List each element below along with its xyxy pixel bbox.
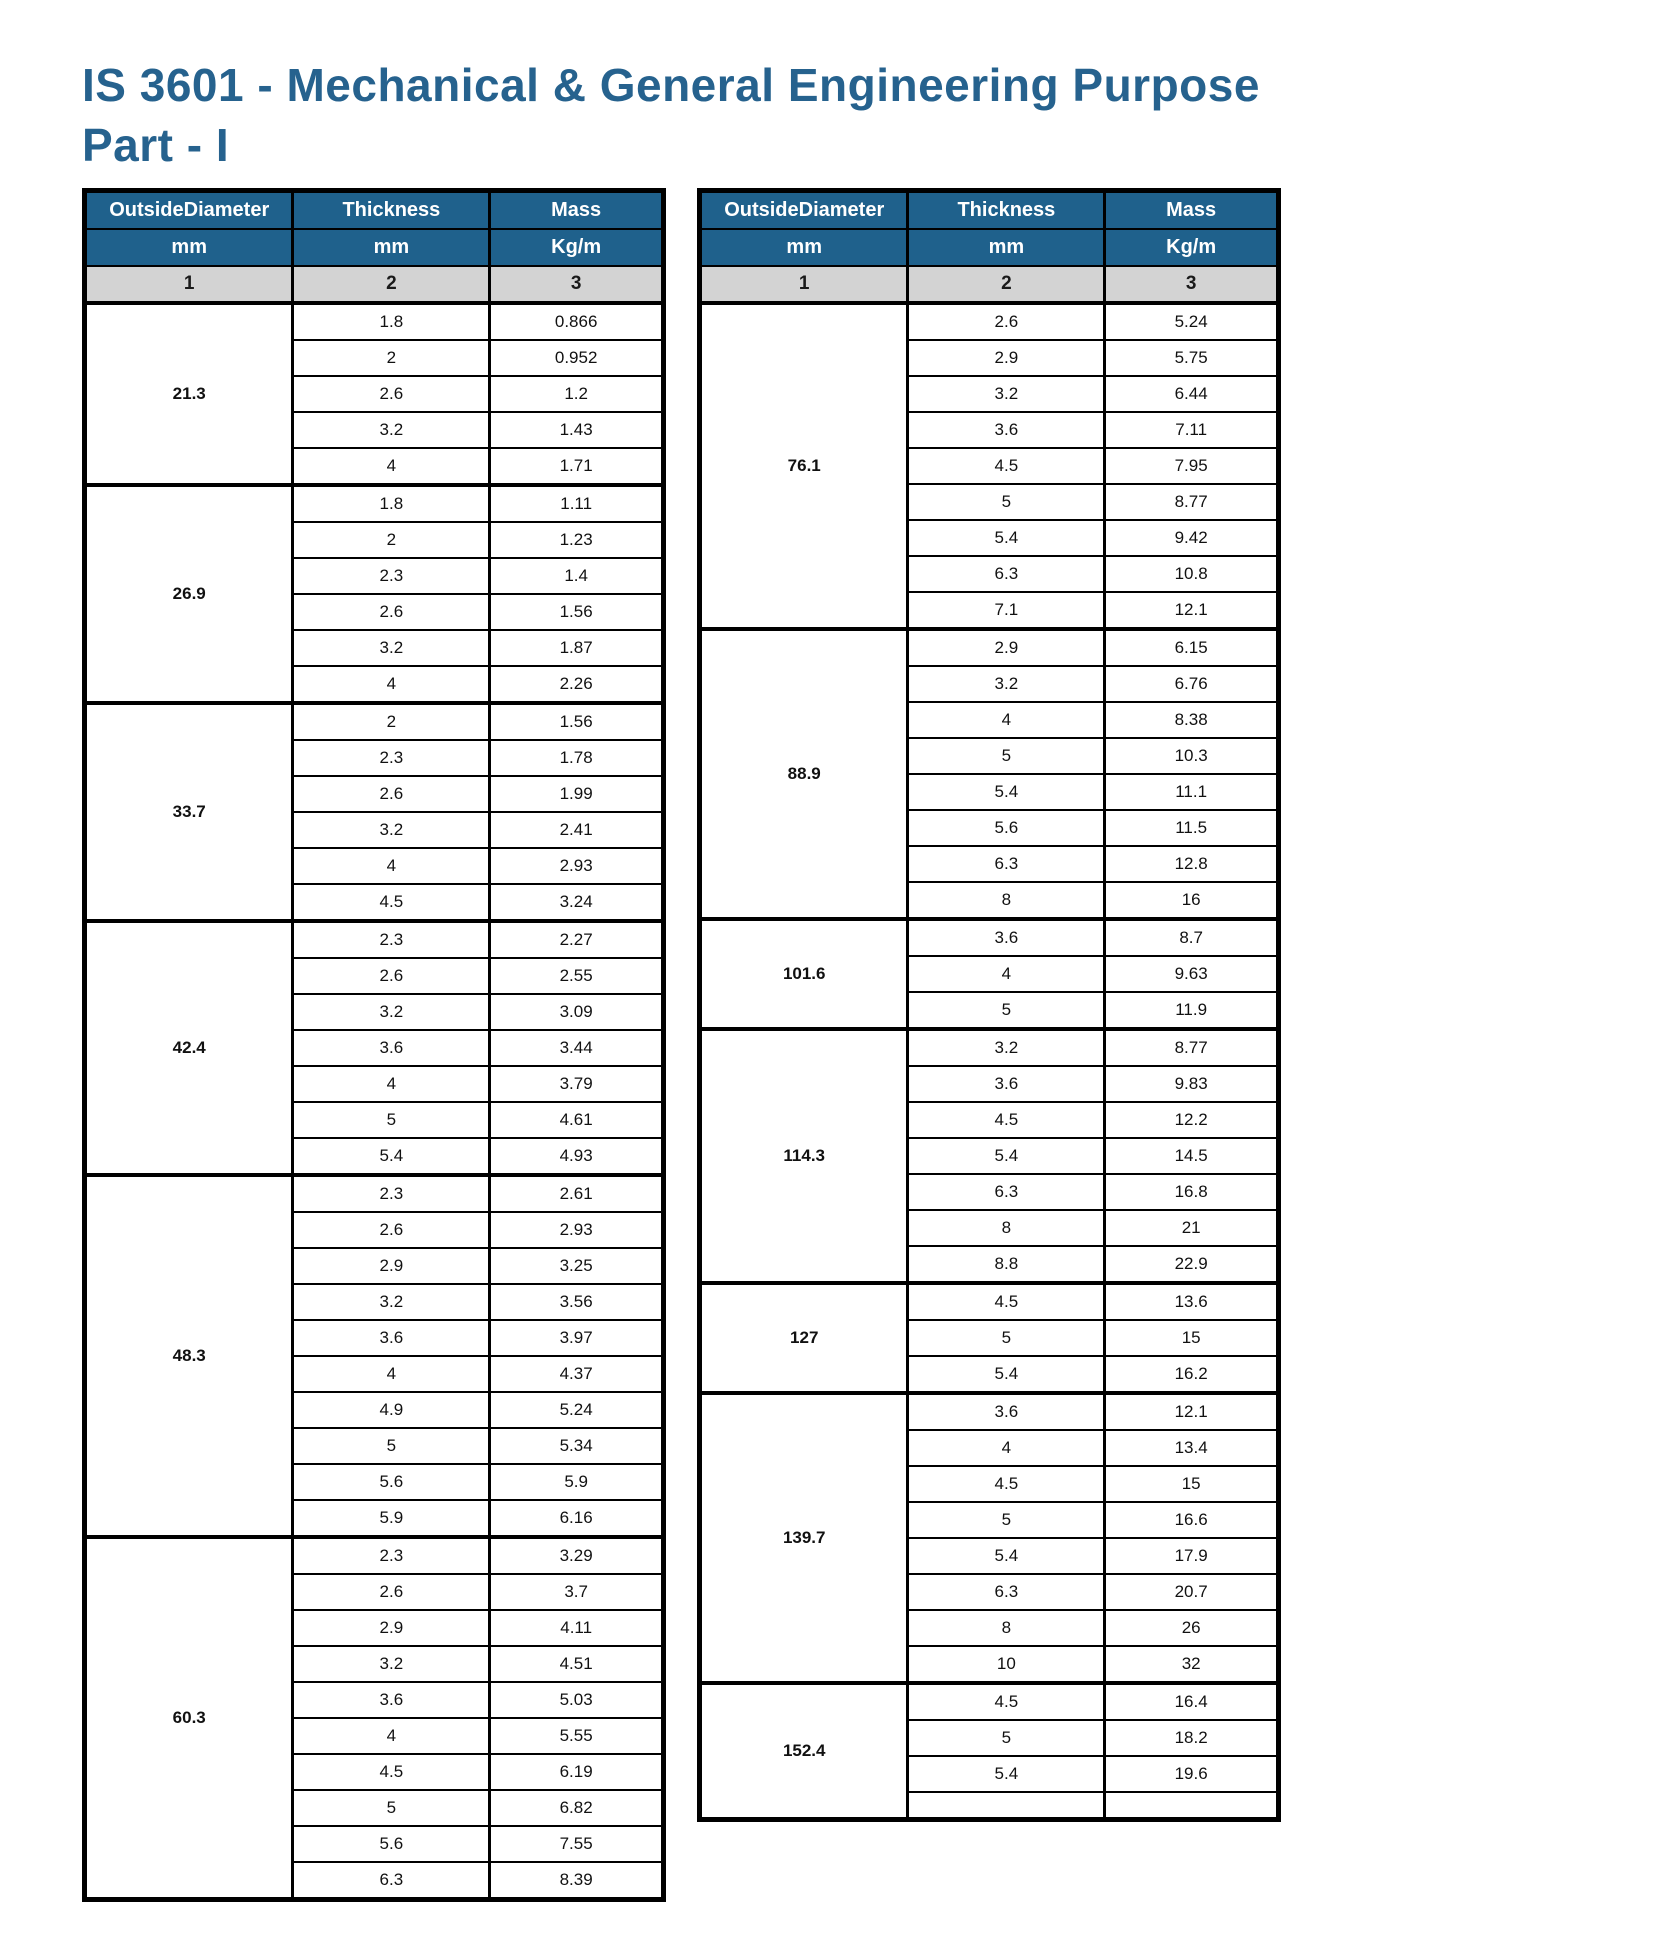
mass-cell: 12.2: [1105, 1102, 1279, 1138]
thickness-cell: 5.4: [293, 1138, 490, 1175]
mass-cell: 1.2: [490, 376, 664, 412]
od-group-42.4: [85, 921, 664, 1175]
thickness-cell: 2: [293, 522, 490, 558]
thickness-cell: 3.6: [293, 1682, 490, 1718]
od-cell: 76.1: [700, 303, 908, 629]
thickness-cell: 8: [908, 882, 1105, 919]
od-group-127: [700, 1283, 1279, 1393]
thickness-cell: 4: [293, 1356, 490, 1392]
od-group-152.4: [700, 1683, 1279, 1820]
index-mass: 3: [1105, 266, 1279, 303]
mass-cell: 16.8: [1105, 1174, 1279, 1210]
unit-mass: Kg/m: [1105, 229, 1279, 266]
thickness-cell: 4.9: [293, 1392, 490, 1428]
thickness-cell: 3.2: [293, 1646, 490, 1682]
index-outside-diameter: 1: [85, 266, 293, 303]
col-header-mass: Mass: [1105, 190, 1279, 229]
mass-cell: 9.42: [1105, 520, 1279, 556]
mass-cell: 17.9: [1105, 1538, 1279, 1574]
thickness-cell: 2.9: [293, 1248, 490, 1284]
thickness-cell: 3.2: [908, 376, 1105, 412]
col-header-outside-diameter: OutsideDiameter: [85, 190, 293, 229]
thickness-cell: 5.4: [908, 520, 1105, 556]
mass-cell: 2.27: [490, 921, 664, 958]
thickness-cell: 2.3: [293, 921, 490, 958]
thickness-cell: 5: [293, 1790, 490, 1826]
thickness-cell: 3.6: [908, 1066, 1105, 1102]
data-row: [700, 303, 1279, 340]
mass-cell: 5.24: [1105, 303, 1279, 340]
thickness-cell: 4: [908, 1430, 1105, 1466]
mass-cell: 3.97: [490, 1320, 664, 1356]
mass-cell: 7.55: [490, 1826, 664, 1862]
thickness-cell: 2.3: [293, 1175, 490, 1212]
header-row: [85, 190, 664, 229]
mass-cell: 18.2: [1105, 1720, 1279, 1756]
thickness-cell: 5: [908, 1320, 1105, 1356]
thickness-cell: 1.8: [293, 303, 490, 340]
index-thickness: 2: [293, 266, 490, 303]
thickness-cell: 5.4: [908, 1538, 1105, 1574]
thickness-cell: 2.3: [293, 1537, 490, 1574]
od-cell: 42.4: [85, 921, 293, 1175]
mass-cell: 26: [1105, 1610, 1279, 1646]
thickness-cell: 4.5: [908, 448, 1105, 484]
od-cell: 139.7: [700, 1393, 908, 1683]
thickness-cell: 2: [293, 703, 490, 740]
thickness-cell: 2.6: [293, 594, 490, 630]
mass-cell: 8.39: [490, 1862, 664, 1900]
data-row: [700, 1393, 1279, 1430]
mass-cell: 5.24: [490, 1392, 664, 1428]
mass-cell: 12.8: [1105, 846, 1279, 882]
thickness-cell: 8.8: [908, 1246, 1105, 1283]
page-title-line1: IS 3601 - Mechanical & General Engineering Purpose: [82, 59, 1260, 111]
mass-cell: 7.11: [1105, 412, 1279, 448]
thickness-cell: 3.6: [293, 1030, 490, 1066]
mass-cell: 1.56: [490, 703, 664, 740]
thickness-cell: 5: [908, 484, 1105, 520]
mass-cell: 15: [1105, 1320, 1279, 1356]
od-group-60.3: [85, 1537, 664, 1900]
mass-cell: 9.83: [1105, 1066, 1279, 1102]
mass-cell: 3.56: [490, 1284, 664, 1320]
index-mass: 3: [490, 266, 664, 303]
od-cell: 60.3: [85, 1537, 293, 1900]
od-group-88.9: [700, 629, 1279, 919]
thickness-cell: 5: [908, 1502, 1105, 1538]
mass-cell: 13.6: [1105, 1283, 1279, 1320]
mass-cell: 1.56: [490, 594, 664, 630]
mass-cell: 1.4: [490, 558, 664, 594]
od-cell: 26.9: [85, 485, 293, 703]
mass-cell: 16.6: [1105, 1502, 1279, 1538]
od-cell: 88.9: [700, 629, 908, 919]
thickness-cell: 2.9: [293, 1610, 490, 1646]
mass-cell: 5.03: [490, 1682, 664, 1718]
page-title-line2: Part - I: [82, 118, 230, 171]
thickness-cell: 5.6: [293, 1464, 490, 1500]
thickness-cell: 6.3: [908, 1174, 1105, 1210]
mass-cell: 8.38: [1105, 702, 1279, 738]
data-row: [85, 303, 664, 340]
unit-thickness: mm: [293, 229, 490, 266]
col-header-outside-diameter: OutsideDiameter: [700, 190, 908, 229]
mass-cell: 11.5: [1105, 810, 1279, 846]
mass-cell: 16.2: [1105, 1356, 1279, 1393]
mass-cell: 10.8: [1105, 556, 1279, 592]
mass-cell: 3.29: [490, 1537, 664, 1574]
mass-cell: 2.61: [490, 1175, 664, 1212]
col-header-thickness: Thickness: [908, 190, 1105, 229]
mass-cell: 6.15: [1105, 629, 1279, 666]
data-row: [85, 485, 664, 522]
mass-cell: 1.99: [490, 776, 664, 812]
od-group-48.3: [85, 1175, 664, 1537]
data-row: [85, 703, 664, 740]
thickness-cell: 4.5: [293, 1754, 490, 1790]
pipe-table-2: [697, 188, 1281, 1823]
mass-cell: 15: [1105, 1466, 1279, 1502]
index-thickness: 2: [908, 266, 1105, 303]
thickness-cell: 4.5: [908, 1102, 1105, 1138]
mass-cell: 8.77: [1105, 1029, 1279, 1066]
mass-cell: 1.87: [490, 630, 664, 666]
thickness-cell: 5.4: [908, 774, 1105, 810]
data-row: [85, 1537, 664, 1574]
thickness-cell: 3.2: [293, 1284, 490, 1320]
thickness-cell: 2.3: [293, 740, 490, 776]
mass-cell: 5.9: [490, 1464, 664, 1500]
unit-thickness: mm: [908, 229, 1105, 266]
mass-cell: 13.4: [1105, 1430, 1279, 1466]
thickness-cell: 3.6: [293, 1320, 490, 1356]
thickness-cell: 5: [908, 1720, 1105, 1756]
od-cell: 152.4: [700, 1683, 908, 1820]
empty-cell: [1105, 1792, 1279, 1820]
mass-cell: 3.44: [490, 1030, 664, 1066]
empty-cell: [908, 1792, 1105, 1820]
thickness-cell: 5.6: [293, 1826, 490, 1862]
thickness-cell: 10: [908, 1646, 1105, 1683]
mass-cell: 5.34: [490, 1428, 664, 1464]
data-row: [700, 1029, 1279, 1066]
mass-cell: 6.76: [1105, 666, 1279, 702]
mass-cell: 1.71: [490, 448, 664, 485]
index-row: [700, 266, 1279, 303]
col-header-thickness: Thickness: [293, 190, 490, 229]
thickness-cell: 2: [293, 340, 490, 376]
mass-cell: 3.24: [490, 884, 664, 921]
thickness-cell: 4.5: [293, 884, 490, 921]
mass-cell: 6.44: [1105, 376, 1279, 412]
thickness-cell: 7.1: [908, 592, 1105, 629]
thickness-cell: 3.2: [293, 994, 490, 1030]
thickness-cell: 4.5: [908, 1683, 1105, 1720]
mass-cell: 22.9: [1105, 1246, 1279, 1283]
mass-cell: 1.11: [490, 485, 664, 522]
od-group-26.9: [85, 485, 664, 703]
mass-cell: 1.43: [490, 412, 664, 448]
thickness-cell: 2.6: [293, 1574, 490, 1610]
mass-cell: 6.16: [490, 1500, 664, 1537]
mass-cell: 5.55: [490, 1718, 664, 1754]
thickness-cell: 6.3: [908, 556, 1105, 592]
od-cell: 33.7: [85, 703, 293, 921]
mass-cell: 7.95: [1105, 448, 1279, 484]
thickness-cell: 4: [908, 702, 1105, 738]
thickness-cell: 6.3: [293, 1862, 490, 1900]
units-row: [700, 229, 1279, 266]
mass-cell: 9.63: [1105, 956, 1279, 992]
mass-cell: 3.09: [490, 994, 664, 1030]
thickness-cell: 5: [293, 1428, 490, 1464]
od-cell: 114.3: [700, 1029, 908, 1283]
od-cell: 21.3: [85, 303, 293, 485]
units-row: [85, 229, 664, 266]
thickness-cell: 3.6: [908, 919, 1105, 956]
thickness-cell: 5: [908, 992, 1105, 1029]
mass-cell: 2.55: [490, 958, 664, 994]
thickness-cell: 5.4: [908, 1756, 1105, 1792]
data-row: [700, 629, 1279, 666]
thickness-cell: 2.6: [293, 1212, 490, 1248]
thickness-cell: 2.6: [908, 303, 1105, 340]
thickness-cell: 2.6: [293, 376, 490, 412]
mass-cell: 12.1: [1105, 592, 1279, 629]
mass-cell: 3.7: [490, 1574, 664, 1610]
thickness-cell: 2.9: [908, 340, 1105, 376]
mass-cell: 0.866: [490, 303, 664, 340]
index-outside-diameter: 1: [700, 266, 908, 303]
thickness-cell: 4.5: [908, 1466, 1105, 1502]
mass-cell: 3.25: [490, 1248, 664, 1284]
od-group-21.3: [85, 303, 664, 485]
mass-cell: 21: [1105, 1210, 1279, 1246]
unit-outside-diameter: mm: [85, 229, 293, 266]
thickness-cell: 3.2: [293, 412, 490, 448]
thickness-cell: 8: [908, 1610, 1105, 1646]
thickness-cell: 4: [293, 848, 490, 884]
mass-cell: 32: [1105, 1646, 1279, 1683]
od-cell: 48.3: [85, 1175, 293, 1537]
mass-cell: 11.1: [1105, 774, 1279, 810]
thickness-cell: 5.6: [908, 810, 1105, 846]
thickness-cell: 4: [908, 956, 1105, 992]
od-cell: 101.6: [700, 919, 908, 1029]
data-row: [85, 921, 664, 958]
thickness-cell: 4: [293, 448, 490, 485]
thickness-cell: 4.5: [908, 1283, 1105, 1320]
thickness-cell: 3.6: [908, 412, 1105, 448]
data-row: [85, 1175, 664, 1212]
mass-cell: 16: [1105, 882, 1279, 919]
pipe-table-1: [82, 188, 666, 1902]
thickness-cell: 6.3: [908, 846, 1105, 882]
od-group-101.6: [700, 919, 1279, 1029]
data-row: [700, 919, 1279, 956]
thickness-cell: 2.3: [293, 558, 490, 594]
mass-cell: 2.41: [490, 812, 664, 848]
table-head: [700, 190, 1279, 303]
data-row: [700, 1283, 1279, 1320]
thickness-cell: 2.9: [908, 629, 1105, 666]
mass-cell: 3.79: [490, 1066, 664, 1102]
thickness-cell: 1.8: [293, 485, 490, 522]
thickness-cell: 3.2: [908, 666, 1105, 702]
thickness-cell: 4: [293, 1718, 490, 1754]
od-group-33.7: [85, 703, 664, 921]
thickness-cell: 6.3: [908, 1574, 1105, 1610]
thickness-cell: 4: [293, 666, 490, 703]
mass-cell: 4.51: [490, 1646, 664, 1682]
mass-cell: 12.1: [1105, 1393, 1279, 1430]
thickness-cell: 8: [908, 1210, 1105, 1246]
thickness-cell: 5: [908, 738, 1105, 774]
index-row: [85, 266, 664, 303]
table-head: [85, 190, 664, 303]
thickness-cell: 5.4: [908, 1356, 1105, 1393]
mass-cell: 4.93: [490, 1138, 664, 1175]
mass-cell: 2.93: [490, 848, 664, 884]
od-group-114.3: [700, 1029, 1279, 1283]
mass-cell: 14.5: [1105, 1138, 1279, 1174]
thickness-cell: 5.4: [908, 1138, 1105, 1174]
mass-cell: 5.75: [1105, 340, 1279, 376]
mass-cell: 10.3: [1105, 738, 1279, 774]
thickness-cell: 3.6: [908, 1393, 1105, 1430]
mass-cell: 4.11: [490, 1610, 664, 1646]
mass-cell: 6.82: [490, 1790, 664, 1826]
mass-cell: 19.6: [1105, 1756, 1279, 1792]
mass-cell: 8.7: [1105, 919, 1279, 956]
od-cell: 127: [700, 1283, 908, 1393]
thickness-cell: 3.2: [293, 630, 490, 666]
mass-cell: 4.37: [490, 1356, 664, 1392]
page-title: [82, 56, 1613, 176]
mass-cell: 6.19: [490, 1754, 664, 1790]
mass-cell: 20.7: [1105, 1574, 1279, 1610]
col-header-mass: Mass: [490, 190, 664, 229]
data-row: [700, 1683, 1279, 1720]
mass-cell: 8.77: [1105, 484, 1279, 520]
mass-cell: 2.93: [490, 1212, 664, 1248]
mass-cell: 2.26: [490, 666, 664, 703]
mass-cell: 1.23: [490, 522, 664, 558]
mass-cell: 0.952: [490, 340, 664, 376]
thickness-cell: 3.2: [293, 812, 490, 848]
od-group-139.7: [700, 1393, 1279, 1683]
thickness-cell: 2.6: [293, 776, 490, 812]
header-row: [700, 190, 1279, 229]
mass-cell: 1.78: [490, 740, 664, 776]
thickness-cell: 3.2: [908, 1029, 1105, 1066]
unit-outside-diameter: mm: [700, 229, 908, 266]
mass-cell: 11.9: [1105, 992, 1279, 1029]
mass-cell: 16.4: [1105, 1683, 1279, 1720]
thickness-cell: 4: [293, 1066, 490, 1102]
mass-cell: 4.61: [490, 1102, 664, 1138]
unit-mass: Kg/m: [490, 229, 664, 266]
tables-row: [82, 188, 1613, 1902]
thickness-cell: 5.9: [293, 1500, 490, 1537]
od-group-76.1: [700, 303, 1279, 629]
thickness-cell: 2.6: [293, 958, 490, 994]
thickness-cell: 5: [293, 1102, 490, 1138]
